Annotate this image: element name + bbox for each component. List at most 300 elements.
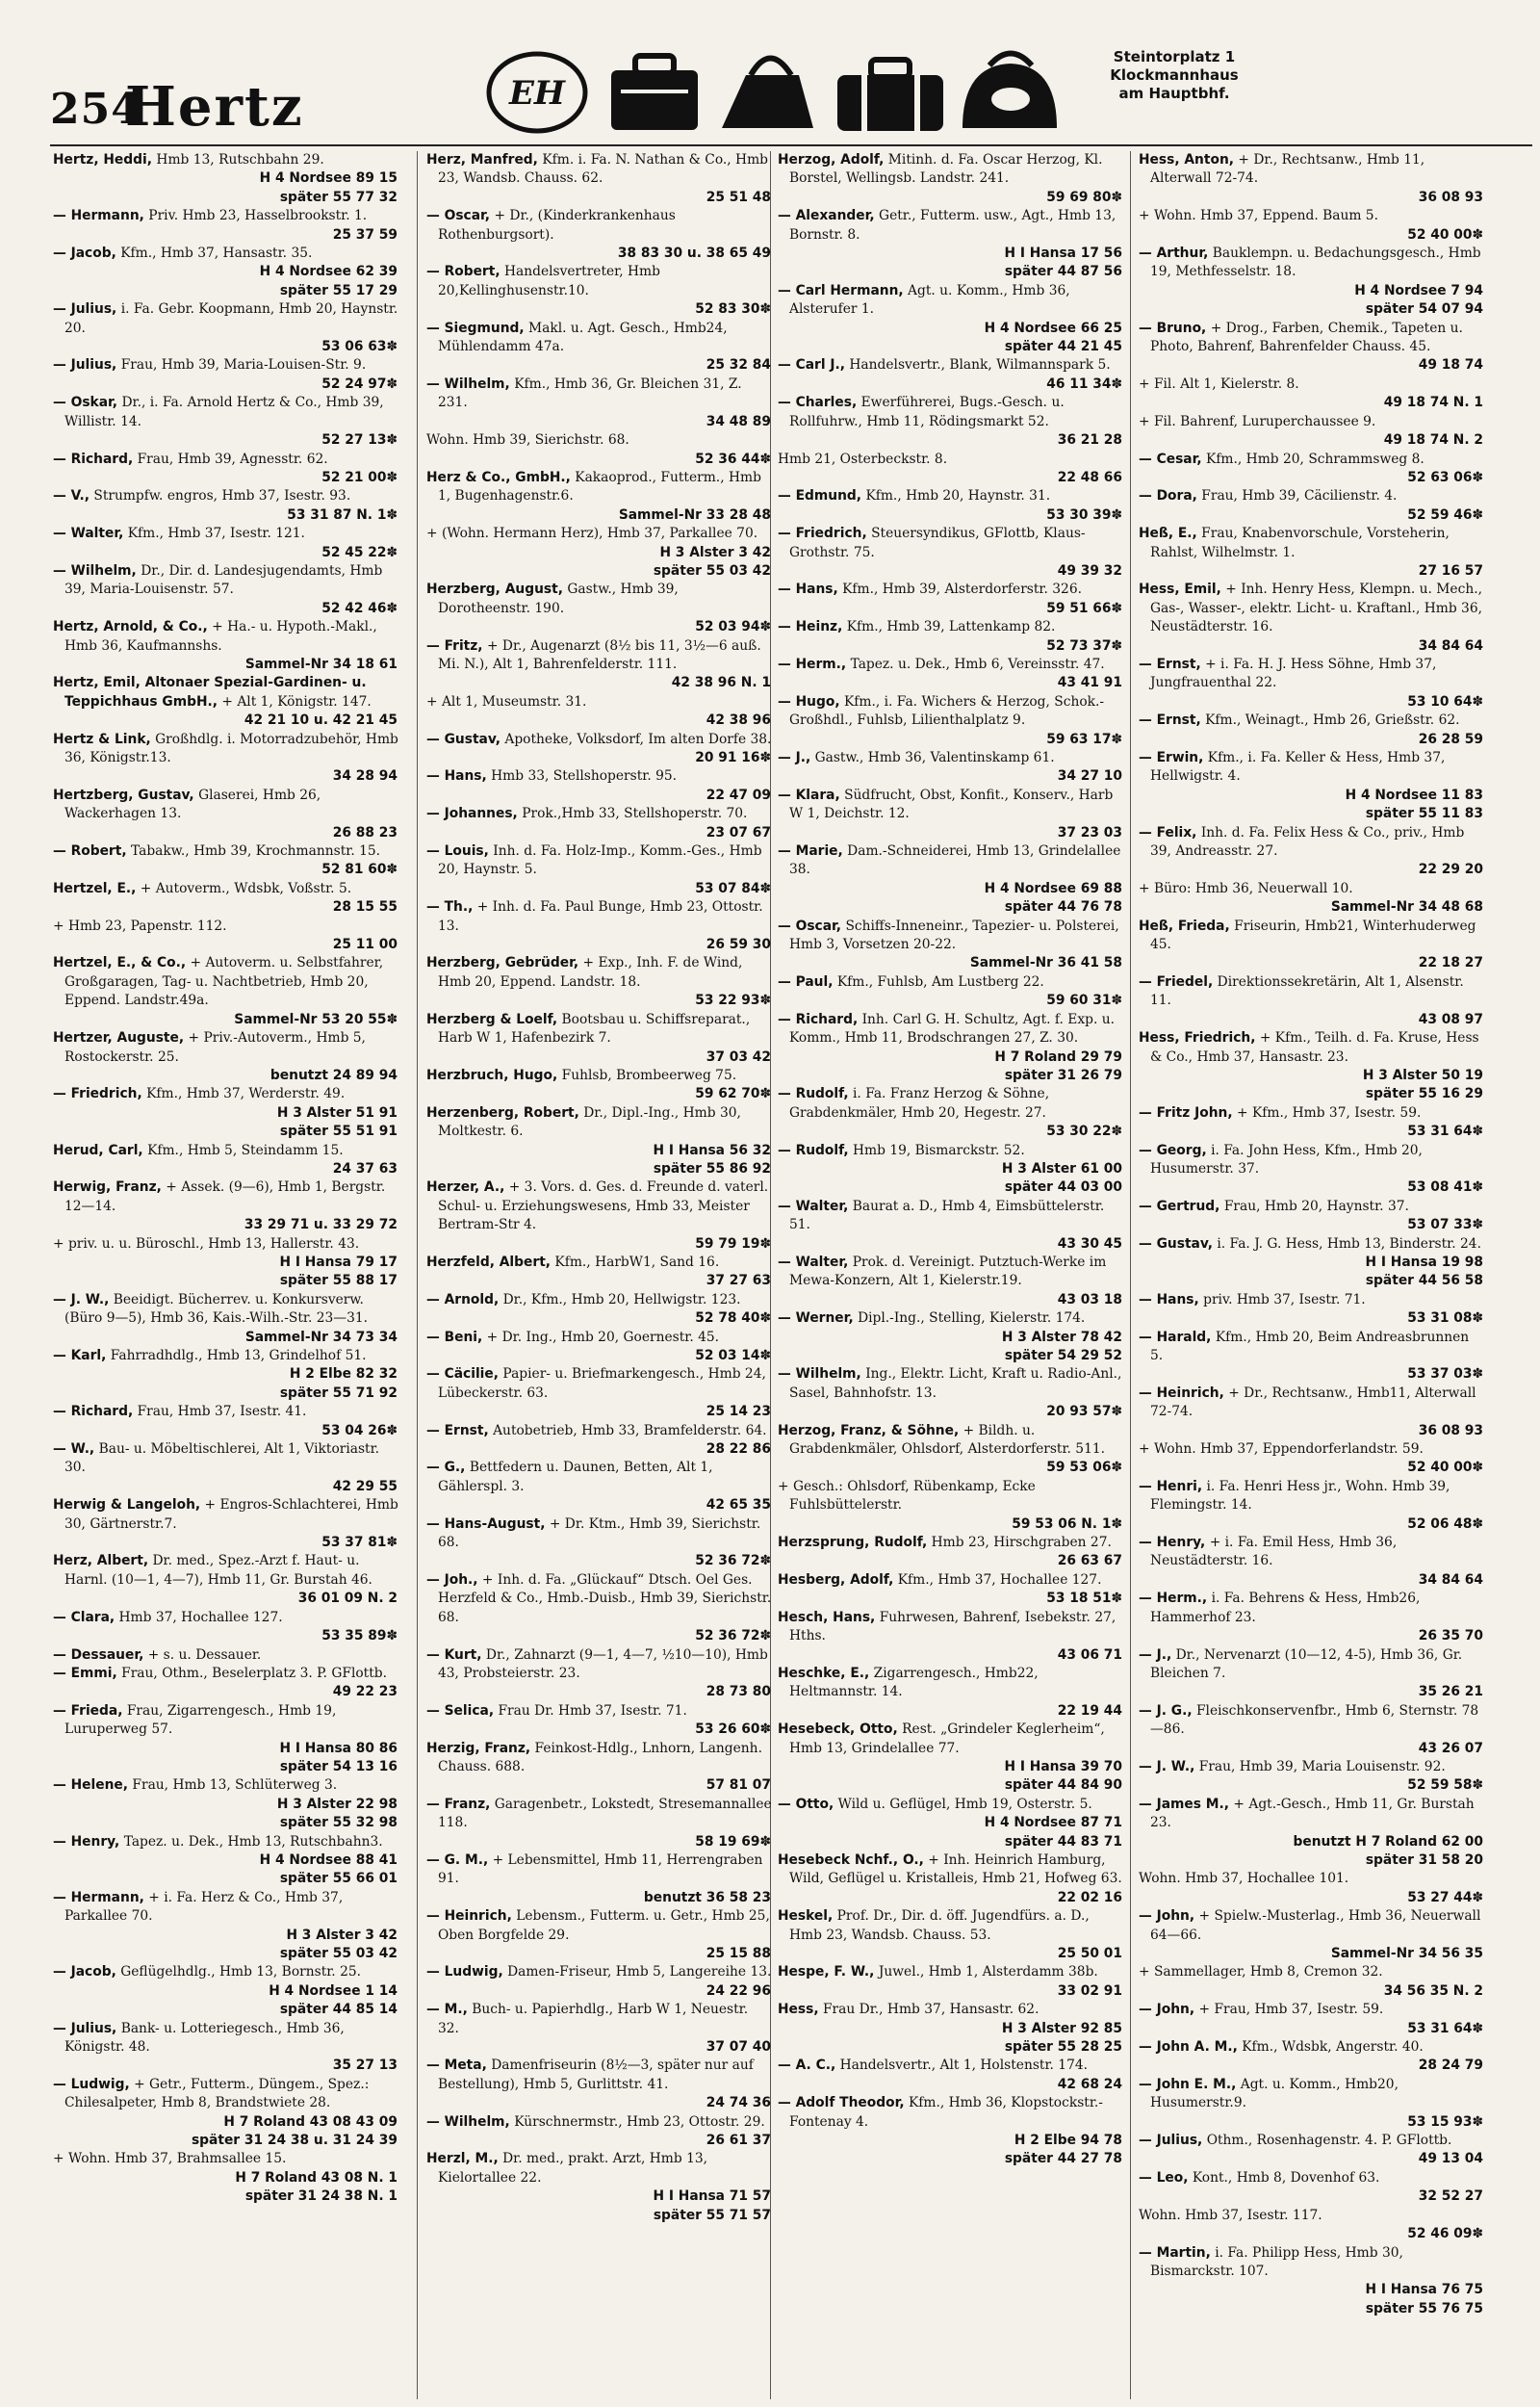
entry-name: Hertzer, Auguste, <box>53 1030 185 1047</box>
entry-details: Agt. u. Komm., Hmb20, Husumerstr.9. <box>1150 2076 1399 2111</box>
directory-entry <box>53 245 399 263</box>
entry-name: — Herm., <box>1139 1591 1208 1607</box>
entry-name: — J., <box>778 750 811 765</box>
entry-details: + Kfm., Hmb 37, Isestr. 59. <box>1237 1104 1422 1121</box>
entry-details: Hmb 21, Osterbeckstr. 8. <box>778 451 948 467</box>
entry-name: — Kurt, <box>426 1646 482 1663</box>
location-line: Klockmannhaus <box>1110 66 1239 84</box>
entry-name: Hertzberg, Gustav, <box>53 787 194 803</box>
entry-name: Herud, Carl, <box>53 1142 143 1158</box>
entry-details: Kfm., Hmb 20, Beim Andreasbrunnen 5. <box>1150 1329 1470 1363</box>
entry-phone: H 7 Roland 43 08 43 09 <box>223 2113 398 2130</box>
entry-phone: 42 38 96 N. 1 <box>671 675 771 691</box>
entry-details: Hmb 23, Hirschgraben 27. <box>931 1535 1112 1551</box>
entry-phone: 38 83 30 u. 38 65 49 <box>617 246 771 262</box>
location-line: am Hauptbhf. <box>1118 85 1230 102</box>
entry-name: — Hans-August, <box>426 1515 546 1532</box>
directory-entry <box>778 1534 1124 1552</box>
directory-entry <box>1139 151 1485 189</box>
directory-entry <box>1139 656 1485 693</box>
entry-name: — G., <box>426 1460 466 1476</box>
entry-name: — Richard, <box>778 1011 859 1027</box>
entry-details: Gastw., Hmb 39, Dorotheenstr. 190. <box>438 582 679 616</box>
entry-phone: 37 27 63 <box>706 1273 771 1289</box>
entry-name: — John A. M., <box>1139 2039 1238 2056</box>
entry-phone: 42 68 24 <box>1057 2076 1122 2092</box>
entry-phone: später 31 24 38 N. 1 <box>244 2188 398 2205</box>
entry-details: Kfm., i. Fa. Wichers & Herzog, Schok.-Großhdl., Fuhlsb, Lilienthalplatz 9. <box>789 693 1105 729</box>
entry-name: Heß, Frieda, <box>1139 918 1230 934</box>
entry-details: Handelsvertreter, Hmb 20,Kellinghusenstr.10. <box>438 264 660 298</box>
entry-details: Tapez. u. Dek., Hmb 13, Rutschbahn3. <box>123 1833 383 1850</box>
entry-name: — Oscar, <box>778 918 842 934</box>
directory-entry <box>53 562 399 600</box>
entry-details: + Inh. Henry Hess, Klempn. u. Mech., Gas-, Wasser-, elektr. Licht- u. Kraftanl., Hmb 36, Neustädterstr. 16. <box>1150 582 1482 635</box>
entry-details: Damenfriseurin (8½—3, später nur auf Bestellung), Hmb 5, Gurlittstr. 41. <box>438 2058 754 2092</box>
directory-entry <box>1139 1907 1485 1945</box>
entry-phone: H 3 Alster 51 91 <box>276 1104 398 1121</box>
entry-phone: H 3 Alster 50 19 <box>1362 1067 1483 1083</box>
directory-entry <box>778 1907 1124 1945</box>
directory-entry <box>778 618 1124 636</box>
entry-name: — Herm., <box>778 656 847 672</box>
entry-name: — Arthur, <box>1139 246 1209 262</box>
directory-entry <box>426 731 773 749</box>
entry-name: — Walter, <box>778 1198 849 1214</box>
entry-name: Hess, Anton, <box>1139 152 1235 168</box>
entry-details: + s. u. Dessauer. <box>147 1646 262 1663</box>
entry-name: Herwig & Langeloh, <box>53 1497 201 1514</box>
entry-name: — Bruno, <box>1139 320 1207 336</box>
entry-phone: 28 73 80 <box>706 1684 771 1700</box>
entry-phone: später 55 88 17 <box>279 1273 398 1289</box>
entry-name: — Henri, <box>1139 1478 1203 1494</box>
entry-phone: später 55 77 32 <box>279 189 398 205</box>
entry-phone: 22 18 27 <box>1418 955 1483 971</box>
entry-name: — Otto, <box>778 1796 834 1812</box>
entry-details: + Kfm., Teilh. d. Fa. Kruse, Hess & Co., Hmb 37, Hansastr. 23. <box>1150 1030 1479 1065</box>
entry-phone: 22 29 20 <box>1418 862 1483 878</box>
header-rule <box>50 144 1532 146</box>
entry-name: — Hermann, <box>53 208 144 224</box>
entry-phone: 34 84 64 <box>1418 1571 1483 1588</box>
entry-phone: H I Hansa 39 70 <box>1004 1758 1122 1774</box>
directory-entry <box>426 898 773 936</box>
entry-phone: 52 36 72✽ <box>695 1628 771 1644</box>
directory-entry <box>1139 2207 1485 2225</box>
entry-name: — J. W., <box>1139 1758 1195 1774</box>
entry-phone: 42 21 10 u. 42 21 45 <box>244 712 398 729</box>
entry-name: Hertzel, E., & Co., <box>53 955 187 971</box>
entry-phone: benutzt 36 58 23 <box>643 1889 771 1905</box>
entry-name: — Georg, <box>1139 1142 1207 1158</box>
directory-entry <box>426 1459 773 1496</box>
directory-entry <box>426 1796 773 1833</box>
directory-entry <box>426 1291 773 1309</box>
directory-entry <box>1139 1702 1485 1740</box>
directory-entry <box>426 1963 773 1981</box>
directory-entry <box>426 1178 773 1234</box>
entry-name: — Helene, <box>53 1777 129 1794</box>
directory-entry <box>1139 749 1485 787</box>
directory-column-4 <box>1139 151 1485 2399</box>
entry-details: Dr., Nervenarzt (10—12, 4-5), Hmb 36, Gr. Bleichen 7. <box>1150 1646 1463 1681</box>
directory-entry <box>1139 880 1485 898</box>
entry-phone: später 31 58 20 <box>1365 1851 1483 1868</box>
directory-entry <box>1139 320 1485 357</box>
directory-entry <box>778 1796 1124 1814</box>
entry-details: Getr., Futterm. usw., Agt., Hmb 13, Bornstr. 8. <box>789 208 1116 243</box>
entry-phone: H 3 Alster 3 42 <box>286 1927 398 1943</box>
entry-phone: später 44 84 90 <box>1004 1777 1122 1794</box>
directory-entry <box>1139 1646 1485 1684</box>
entry-details: Garagenbetr., Lokstedt, Stresemannallee 118. <box>438 1796 772 1831</box>
entry-details: Bettfedern u. Daunen, Betten, Alt 1, Gählerspl. 3. <box>438 1460 713 1494</box>
location-line: Steintorplatz 1 <box>1113 48 1236 65</box>
entry-phone: später 44 27 78 <box>1004 2151 1122 2167</box>
travel-bag-icon <box>962 54 1057 129</box>
running-headword: Hertz <box>125 75 304 139</box>
entry-details: Fleischkonservenfbr., Hmb 6, Sternstr. 78—86. <box>1150 1702 1479 1738</box>
entry-details: + Fil. Alt 1, Kielerstr. 8. <box>1139 375 1299 392</box>
entry-details: Handelsvertr., Blank, Wilmannspark 5. <box>849 357 1111 374</box>
directory-entry <box>426 1329 773 1347</box>
entry-name: — Th., <box>426 899 474 916</box>
entry-details: Buch- u. Papierhdlg., Harb W 1, Neuestr. 32. <box>438 2002 749 2036</box>
entry-name: — Fritz John, <box>1139 1104 1233 1121</box>
entry-details: + Inh. d. Fa. Paul Bunge, Hmb 23, Ottostr. 13. <box>438 899 763 934</box>
directory-entry <box>778 787 1124 824</box>
entry-name: — Erwin, <box>1139 750 1204 765</box>
entry-name: — Julius, <box>53 301 117 318</box>
directory-entry <box>426 1571 773 1627</box>
entry-details: + Spielw.-Musterlag., Hmb 36, Neuerwall 64—66. <box>1150 1908 1481 1943</box>
entry-details: Frau, Othm., Beselerplatz 3. P. GFlottb. <box>121 1665 387 1681</box>
entry-phone: später 54 07 94 <box>1365 301 1483 318</box>
directory-entry <box>53 394 399 431</box>
entry-phone: 26 63 67 <box>1057 1553 1122 1569</box>
directory-entry <box>53 356 399 375</box>
entry-phone: Sammel-Nr 34 56 35 <box>1330 1946 1483 1961</box>
entry-details: + 3. Vors. d. Ges. d. Freunde d. vaterl. Schul- u. Erziehungswesens, Hmb 33, Meister Bertram-Str 4. <box>438 1179 769 1233</box>
entry-phone: 59 60 31✽ <box>1046 993 1122 1009</box>
entry-phone: 33 02 91 <box>1057 1982 1122 1999</box>
entry-phone: 34 84 64 <box>1418 637 1483 654</box>
entry-name: — Emmi, <box>53 1665 117 1681</box>
entry-phone: 37 03 42 <box>706 1048 771 1065</box>
entry-details: Tapez. u. Dek., Hmb 6, Vereinsstr. 47. <box>850 656 1105 672</box>
directory-entry <box>778 1851 1124 1889</box>
entry-details: Großhdlg. i. Motorradzubehör, Hmb 36, Königstr.13. <box>64 731 398 765</box>
entry-details: Dr., Kfm., Hmb 20, Hellwigstr. 123. <box>502 1291 741 1307</box>
entry-name: — Hans, <box>426 768 487 785</box>
column-divider <box>417 151 418 2399</box>
entry-name: Herzer, A., <box>426 1179 505 1196</box>
entry-phone: 53 04 26✽ <box>321 1422 398 1438</box>
entry-phone: 52 81 60✽ <box>321 862 398 878</box>
entry-details: Kakaoprod., Futterm., Hmb 1, Bugenhagenstr.6. <box>438 469 761 505</box>
entry-phone: später 44 56 58 <box>1365 1273 1483 1289</box>
entry-phone: H 4 Nordsee 69 88 <box>984 880 1122 896</box>
entry-phone: 52 63 06✽ <box>1407 469 1483 485</box>
entry-details: + Priv.-Autoverm., Hmb 5, Rostockerstr. 25. <box>64 1030 366 1065</box>
entry-name: — J. W., <box>53 1291 110 1307</box>
entry-phone: 53 15 93✽ <box>1407 2113 1483 2130</box>
directory-entry <box>53 1291 399 1329</box>
entry-phone: 53 31 87 N. 1✽ <box>287 506 398 523</box>
entry-phone: später 55 51 91 <box>279 1124 398 1140</box>
entry-phone: später 55 28 25 <box>1004 2039 1122 2056</box>
entry-details: Geflügelhdlg., Hmb 13, Bornstr. 25. <box>120 1964 362 1980</box>
entry-name: Heß, E., <box>1139 526 1197 542</box>
entry-phone: H I Hansa 80 86 <box>279 1740 398 1756</box>
entry-details: + Fil. Bahrenf, Luruperchaussee 9. <box>1139 413 1376 429</box>
entry-phone: 53 31 08✽ <box>1407 1310 1483 1327</box>
entry-details: Steuersyndikus, GFlottb, Klaus-Grothstr. 75. <box>789 526 1086 560</box>
entry-phone: 33 29 71 u. 33 29 72 <box>244 1217 398 1233</box>
entry-name: — W., <box>53 1441 95 1458</box>
entry-phone: 49 18 74 <box>1418 357 1483 374</box>
entry-phone: 36 01 09 N. 2 <box>297 1591 398 1607</box>
entry-details: Makl. u. Agt. Gesch., Hmb24, Mühlendamm 47a. <box>438 320 728 355</box>
directory-entry <box>426 1422 773 1440</box>
directory-entry <box>426 1515 773 1553</box>
entry-name: — Ludwig, <box>53 2076 130 2092</box>
entry-name: — Oskar, <box>53 395 118 411</box>
entry-phone: 25 37 59 <box>332 226 398 243</box>
entry-details: Juwel., Hmb 1, Alsterdamm 38b. <box>878 1964 1098 1980</box>
entry-phone: 53 08 41✽ <box>1407 1179 1483 1196</box>
entry-phone: 37 07 40 <box>706 2039 771 2056</box>
entry-name: — V., <box>53 488 90 505</box>
entry-phone: 20 93 57✽ <box>1046 1404 1122 1420</box>
entry-details: + Drog., Farben, Chemik., Tapeten u. Photo, Bahrenf, Bahrenfelder Chauss. 45. <box>1150 320 1463 355</box>
directory-entry <box>778 1011 1124 1048</box>
entry-details: Kfm., Hmb 39, Lattenkamp 82. <box>846 619 1056 635</box>
entry-phone: später 55 32 98 <box>279 1815 398 1831</box>
directory-entry <box>1139 375 1485 394</box>
entry-name: — John, <box>1139 1908 1195 1925</box>
entry-phone: H 4 Nordsee 89 15 <box>259 170 398 187</box>
entry-details: Dr., Dipl.-Ing., Hmb 30, Moltkestr. 6. <box>438 1104 741 1140</box>
entry-name: Herzbruch, Hugo, <box>426 1067 558 1083</box>
entry-phone: 52 73 37✽ <box>1046 637 1122 654</box>
entry-phone: 28 22 86 <box>706 1441 771 1458</box>
directory-entry <box>426 2057 773 2094</box>
entry-name: — Wilhelm, <box>778 1366 861 1383</box>
entry-name: — Hugo, <box>778 693 840 710</box>
entry-details: Frau, Hmb 39, Agnesstr. 62. <box>137 451 328 467</box>
store-location <box>1102 48 1246 103</box>
entry-phone: 43 03 18 <box>1057 1291 1122 1307</box>
entry-details: Lebensm., Futterm. u. Getr., Hmb 25, Oben Borgfelde 29. <box>438 1908 770 1943</box>
entry-details: + Dr., Rechtsanw., Hmb11, Alterwall 72-74. <box>1150 1385 1476 1420</box>
entry-phone: 24 37 63 <box>332 1160 398 1177</box>
directory-entry <box>426 1067 773 1085</box>
entry-name: — Gustav, <box>1139 1235 1213 1252</box>
directory-entry <box>778 1609 1124 1646</box>
entry-name: — Hans, <box>1139 1291 1199 1307</box>
entry-name: Heskel, <box>778 1908 834 1925</box>
entry-phone: 22 02 16 <box>1057 1889 1122 1905</box>
entry-phone: später 44 85 14 <box>279 2002 398 2018</box>
directory-entry <box>426 320 773 357</box>
directory-entry <box>778 394 1124 431</box>
entry-details: + Autoverm., Wdsbk, Voßstr. 5. <box>140 880 352 896</box>
directory-entry <box>778 842 1124 880</box>
entry-name: Hesch, Hans, <box>778 1609 876 1625</box>
entry-name: Hesberg, Adolf, <box>778 1571 894 1588</box>
directory-entry <box>1139 1291 1485 1309</box>
entry-phone: H 3 Alster 22 98 <box>276 1796 398 1812</box>
entry-name: — Franz, <box>426 1796 491 1812</box>
entry-phone: 58 19 69✽ <box>695 1833 771 1850</box>
directory-entry <box>53 1776 399 1795</box>
entry-details: Fuhrwesen, Bahrenf, Isebekstr. 27, Hths. <box>789 1609 1116 1644</box>
entry-details: Ing., Elektr. Licht, Kraft u. Radio-Anl., Sasel, Bahnhofstr. 13. <box>789 1366 1122 1401</box>
entry-phone: später 54 13 16 <box>279 1758 398 1774</box>
entry-phone: 52 42 46✽ <box>321 600 398 616</box>
entry-name: Herzig, Franz, <box>426 1740 531 1756</box>
entry-name: Hertzel, E., <box>53 880 137 896</box>
directory-entry <box>426 637 773 675</box>
entry-name: Herzenberg, Robert, <box>426 1104 579 1121</box>
directory-entry <box>53 1889 399 1927</box>
entry-name: — Heinrich, <box>1139 1385 1224 1401</box>
entry-name: — Harald, <box>1139 1329 1212 1345</box>
entry-name: Herz & Co., GmbH., <box>426 469 571 485</box>
entry-details: Kfm., Hmb 37, Isestr. 121. <box>127 526 305 542</box>
entry-phone: Sammel-Nr 33 28 48 <box>618 506 771 523</box>
entry-phone: 49 18 74 N. 1 <box>1383 395 1483 411</box>
entry-details: + i. Fa. Emil Hess, Hmb 36, Neustädterstr. 16. <box>1150 1535 1398 1569</box>
entry-details: Hmb 19, Bismarckstr. 52. <box>853 1142 1025 1158</box>
directory-entry <box>778 581 1124 599</box>
directory-column-1 <box>53 151 399 2399</box>
directory-entry <box>426 954 773 992</box>
entry-phone: 59 63 17✽ <box>1046 731 1122 747</box>
entry-details: + Inh. Heinrich Hamburg, Wild, Geflügel u. Kristalleis, Hmb 21, Hofweg 63. <box>789 1851 1122 1887</box>
directory-entry <box>1139 487 1485 505</box>
entry-phone: 25 14 23 <box>706 1404 771 1420</box>
entry-details: Bootsbau u. Schiffsreparat., Harb W 1, Hafenbezirk 7. <box>438 1011 751 1047</box>
entry-phone: 53 37 81✽ <box>321 1535 398 1551</box>
handbag-icon <box>722 59 813 129</box>
directory-entry <box>778 1422 1124 1460</box>
directory-entry <box>1139 973 1485 1011</box>
entry-phone: 28 15 55 <box>332 899 398 916</box>
directory-entry <box>53 1496 399 1534</box>
directory-entry <box>1139 1104 1485 1123</box>
entry-name: — G. M., <box>426 1851 489 1868</box>
directory-entry <box>1139 918 1485 955</box>
entry-phone: 57 81 07 <box>706 1777 771 1794</box>
entry-phone: 53 18 51✽ <box>1046 1591 1122 1607</box>
directory-entry <box>426 805 773 823</box>
entry-phone: 25 32 84 <box>706 357 771 374</box>
entry-details: Bauklempn. u. Bedachungsgesch., Hmb 19, Methfesselstr. 18. <box>1150 246 1481 280</box>
directory-entry <box>778 2094 1124 2132</box>
entry-phone: H I Hansa 76 75 <box>1365 2282 1483 2298</box>
entry-phone: 52 24 97✽ <box>321 375 398 392</box>
directory-entry <box>1139 1198 1485 1216</box>
entry-name: — A. C., <box>778 2058 836 2074</box>
entry-phone: 52 40 00✽ <box>1407 1460 1483 1476</box>
entry-name: — Friedrich, <box>53 1086 142 1102</box>
entry-phone: 43 06 71 <box>1057 1646 1122 1663</box>
entry-phone: 26 28 59 <box>1418 731 1483 747</box>
entry-details: Baurat a. D., Hmb 4, Eimsbüttelerstr. 51. <box>789 1198 1105 1233</box>
entry-phone: 52 06 48✽ <box>1407 1515 1483 1532</box>
entry-details: Dipl.-Ing., Stelling, Kielerstr. 174. <box>858 1310 1086 1327</box>
directory-entry <box>1139 2132 1485 2150</box>
entry-details: Wohn. Hmb 39, Sierichstr. 68. <box>426 432 629 449</box>
entry-phone: 53 07 33✽ <box>1407 1217 1483 1233</box>
entry-details: Wohn. Hmb 37, Isestr. 117. <box>1139 2207 1322 2223</box>
entry-details: Frau, Hmb 20, Haynstr. 37. <box>1223 1198 1409 1214</box>
entry-phone: 24 74 36 <box>706 2095 771 2111</box>
entry-details: Damen-Friseur, Hmb 5, Langereihe 13. <box>507 1964 772 1980</box>
entry-details: Kfm., i. Fa. Keller & Hess, Hmb 37, Hellwigstr. 4. <box>1150 750 1446 785</box>
directory-entry <box>53 618 399 656</box>
entry-name: Hesebeck, Otto, <box>778 1721 898 1738</box>
entry-name: — Julius, <box>53 357 117 374</box>
entry-phone: 49 39 32 <box>1057 562 1122 579</box>
directory-entry <box>1139 1329 1485 1366</box>
entry-details: Gastw., Hmb 36, Valentinskamp 61. <box>814 750 1055 765</box>
entry-name: Herzberg, August, <box>426 582 563 598</box>
entry-name: — Johannes, <box>426 806 518 822</box>
entry-phone: H 7 Roland 29 79 <box>994 1048 1122 1065</box>
directory-entry <box>1139 245 1485 282</box>
entry-details: Südfrucht, Obst, Konfit., Konserv., Harb W 1, Deichstr. 12. <box>789 787 1114 822</box>
directory-entry <box>1139 1478 1485 1515</box>
entry-name: — Henry, <box>1139 1535 1206 1551</box>
entry-details: Kfm., Fuhlsb, Am Lustberg 22. <box>836 973 1044 990</box>
entry-details: Dam.-Schneiderei, Hmb 13, Grindelallee 38. <box>789 843 1121 878</box>
page-header <box>0 0 1540 144</box>
directory-entry <box>426 842 773 880</box>
entry-details: Apotheke, Volksdorf, Im alten Dorfe 38. <box>504 731 772 747</box>
entry-details: + Dr., Augenarzt (8½ bis 11, 3½—6 auß. Mi. N.), Alt 1, Bahrenfelderstr. 111. <box>438 637 761 672</box>
entry-phone: 25 11 00 <box>332 937 398 953</box>
entry-details: + Getr., Futterm., Düngem., Spez.: Chilesalpeter, Hmb 8, Brandstwiete 28. <box>64 2076 370 2111</box>
directory-entry <box>778 1665 1124 1702</box>
entry-name: — Carl Hermann, <box>778 282 904 298</box>
directory-entry <box>1139 451 1485 469</box>
directory-entry <box>778 525 1124 562</box>
entry-phone: 42 38 96 <box>706 712 771 729</box>
entry-phone: 27 16 57 <box>1418 562 1483 579</box>
entry-name: — Friedrich, <box>778 526 867 542</box>
entry-details: Kont., Hmb 8, Dovenhof 63. <box>1192 2169 1380 2186</box>
entry-phone: später 44 03 00 <box>1004 1179 1122 1196</box>
entry-details: Autobetrieb, Hmb 33, Bramfelderstr. 64. <box>493 1422 767 1438</box>
entry-phone: 36 21 28 <box>1057 432 1122 449</box>
entry-details: Kfm., Hmb 5, Steindamm 15. <box>147 1142 344 1158</box>
entry-details: + Assek. (9—6), Hmb 1, Bergstr. 12—14. <box>64 1179 386 1214</box>
entry-name: — Robert, <box>426 264 500 280</box>
directory-entry <box>426 375 773 413</box>
entry-phone: 43 41 91 <box>1057 675 1122 691</box>
entry-phone: 53 31 64✽ <box>1407 1124 1483 1140</box>
entry-name: Hertz, Arnold, & Co., <box>53 619 208 635</box>
entry-name: — Siegmund, <box>426 320 525 336</box>
directory-entry <box>426 2150 773 2187</box>
entry-phone: 53 26 60✽ <box>695 1721 771 1738</box>
entry-name: — Leo, <box>1139 2169 1189 2186</box>
entry-phone: 42 29 55 <box>332 1478 398 1494</box>
